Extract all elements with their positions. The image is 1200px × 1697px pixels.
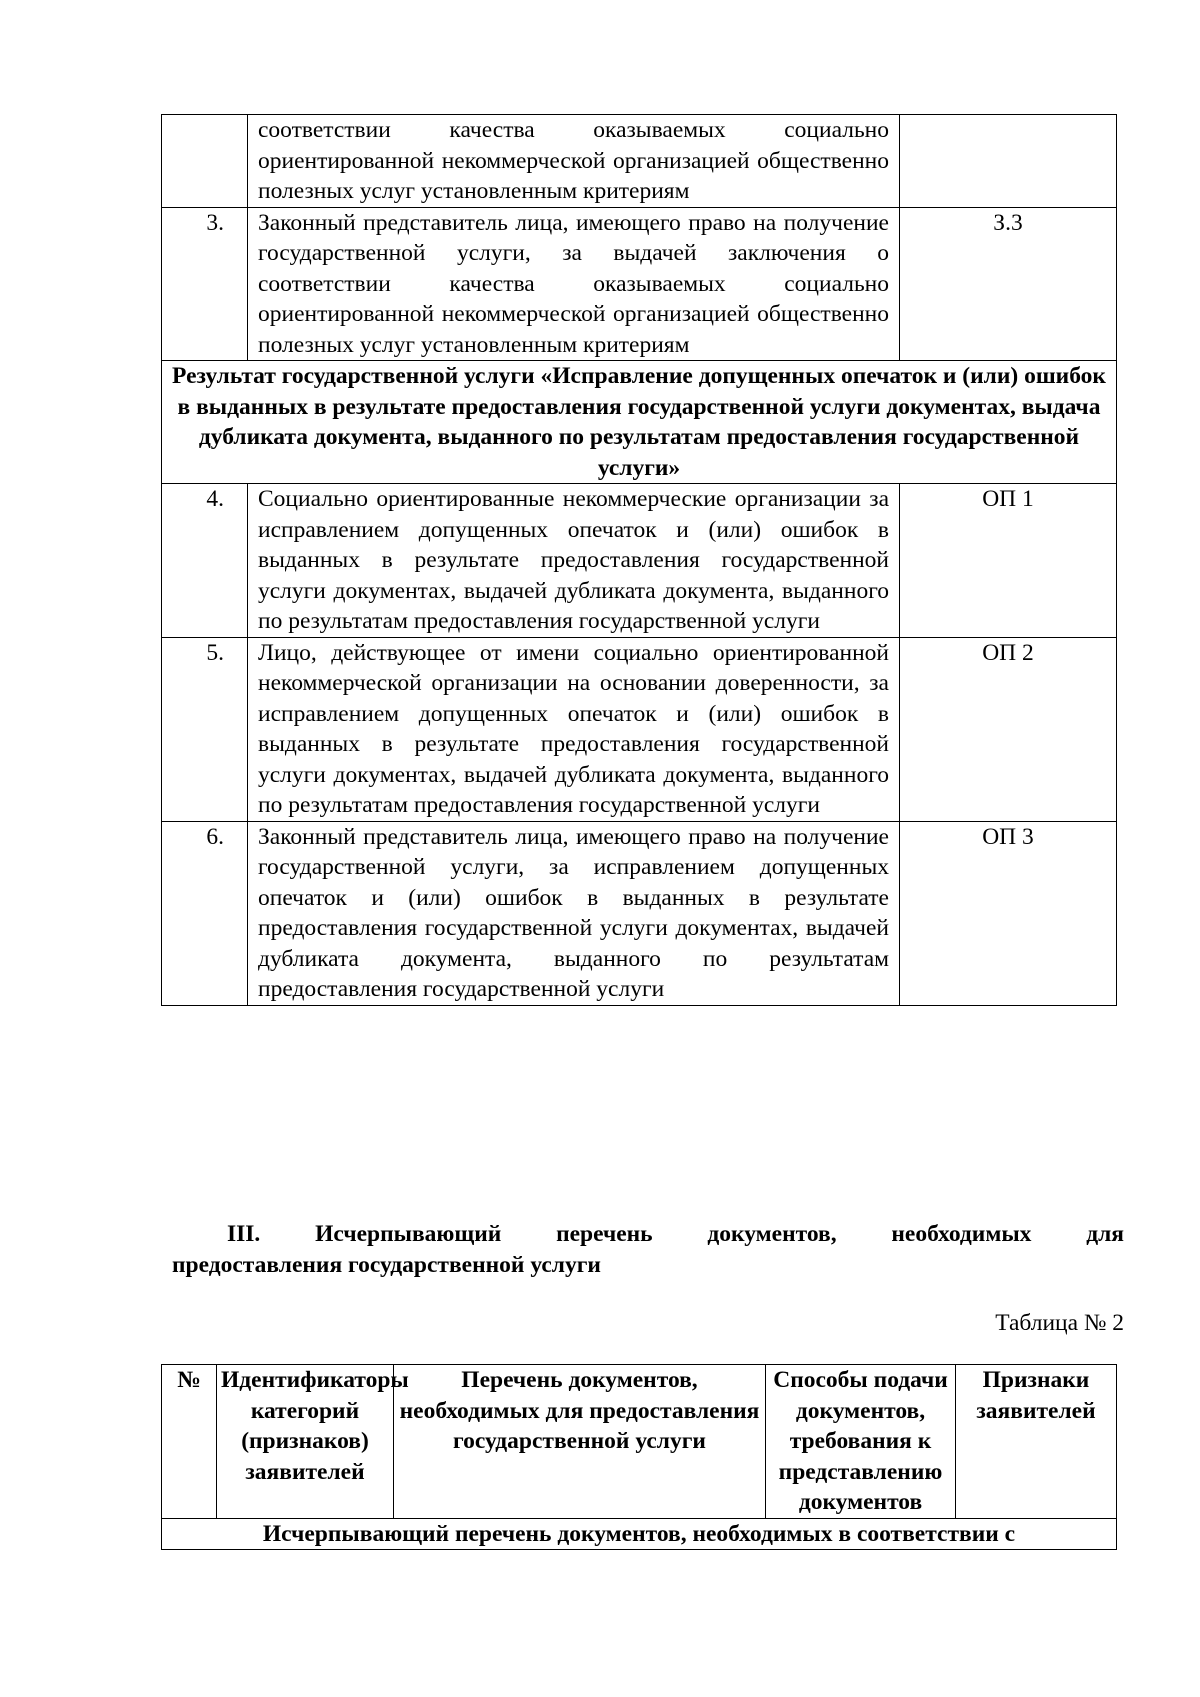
applicant-variants-table: [161, 114, 1117, 1006]
section-row: [162, 361, 1117, 484]
header-identifiers: Идентификаторы категорий (признаков) заявителей: [217, 1365, 394, 1519]
section-row: [162, 1518, 1117, 1550]
header-number: №: [162, 1365, 217, 1519]
table-row: [162, 637, 1117, 821]
row-code: ОП 1: [900, 484, 1117, 638]
table-caption: Таблица № 2: [995, 1310, 1124, 1336]
row-description: Социально ориентированные некоммерческие организации за исправлением допущенных опечаток и (или) ошибок в выданных в результате предоставления государственной услуги документах, выдачей дубликата документа, выданного по результатам предоставления государственной услуги: [248, 484, 900, 638]
row-code: З.3: [900, 207, 1117, 361]
header-documents: Перечень документов, необходимых для предоставления государственной услуги: [394, 1365, 766, 1519]
row-number: 6.: [162, 821, 248, 1005]
table-subheader: Исчерпывающий перечень документов, необходимых в соответствии с: [162, 1518, 1117, 1550]
table-row: [162, 821, 1117, 1005]
section-heading-line-1: III. Исчерпывающий перечень документов, необходимых для: [227, 1221, 1124, 1247]
row-number: [162, 115, 248, 208]
section-heading: [172, 1219, 1124, 1281]
header-applicant-signs: Признаки заявителей: [956, 1365, 1117, 1519]
row-code: [900, 115, 1117, 208]
table-header-row: [162, 1365, 1117, 1519]
table-row: [162, 484, 1117, 638]
row-code: ОП 3: [900, 821, 1117, 1005]
row-number: 4.: [162, 484, 248, 638]
table-row: [162, 207, 1117, 361]
section-title: Результат государственной услуги «Исправление допущенных опечаток и (или) ошибок в выданных в результате предоставления государственной услуги документах, выдача дубликата документа, выданного по результатам предоставления государственной услуги»: [162, 361, 1117, 484]
header-submission-ways: Способы подачи документов, требования к представлению документов: [766, 1365, 956, 1519]
row-number: 5.: [162, 637, 248, 821]
row-description: Лицо, действующее от имени социально ориентированной некоммерческой организации на основании доверенности, за исправлением допущенных опечаток и (или) ошибок в выданных в результате предоставления государственной услуги документах, выдачей дубликата документа, выданного по результатам предоставления государственной услуги: [248, 637, 900, 821]
documents-table: [161, 1364, 1117, 1550]
row-code: ОП 2: [900, 637, 1117, 821]
row-description: соответствии качества оказываемых социально ориентированной некоммерческой организацией общественно полезных услуг установленным критериям: [248, 115, 900, 208]
table-row: [162, 115, 1117, 208]
row-number: 3.: [162, 207, 248, 361]
section-heading-line-2: предоставления государственной услуги: [172, 1252, 601, 1278]
row-description: Законный представитель лица, имеющего право на получение государственной услуги, за исправлением допущенных опечаток и (или) ошибок в выданных в результате предоставления государственной услуги документах, выдачей дубликата документа, выданного по результатам предоставления государственной услуги: [248, 821, 900, 1005]
row-description: Законный представитель лица, имеющего право на получение государственной услуги, за выдачей заключения о соответствии качества оказываемых социально ориентированной некоммерческой организацией общественно полезных услуг установленным критериям: [248, 207, 900, 361]
